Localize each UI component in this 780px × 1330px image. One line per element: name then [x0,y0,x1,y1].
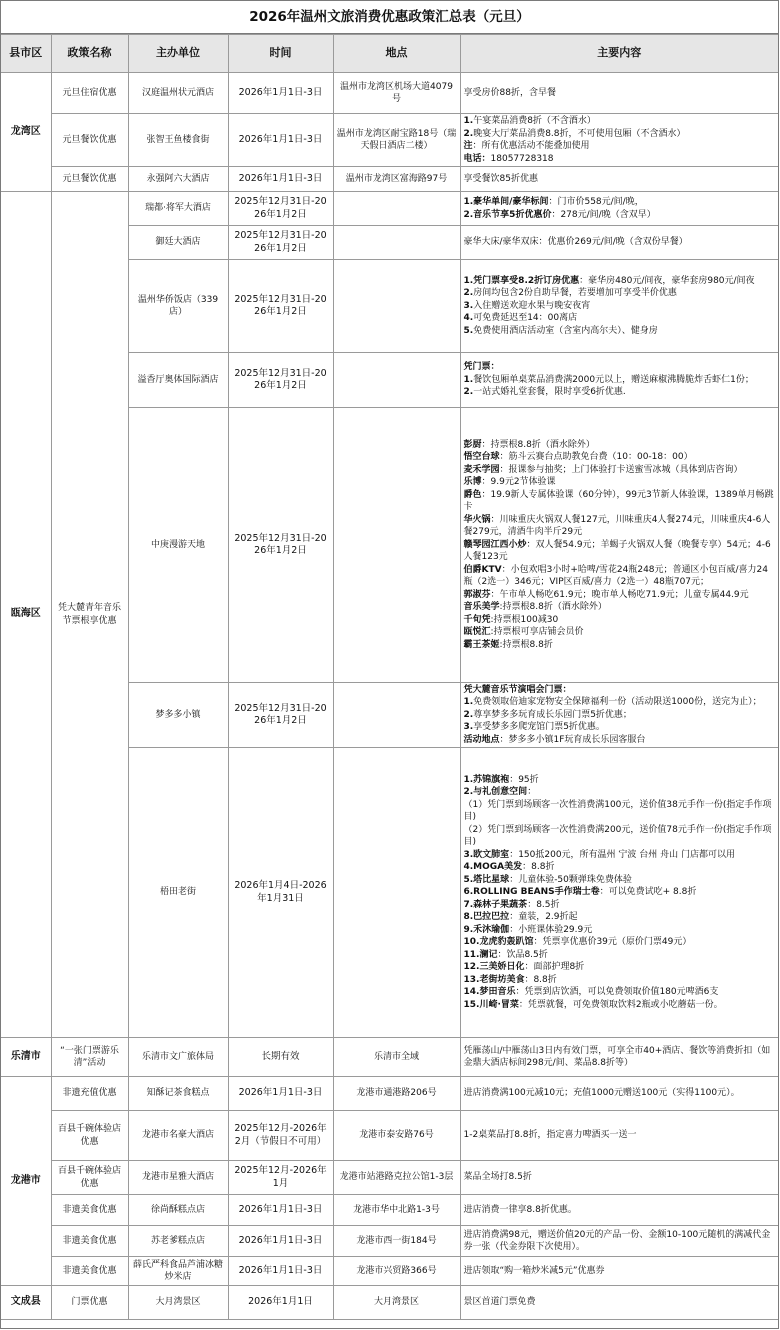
content-line-text: :持票根8.8折（酒水除外） [499,602,607,613]
content-cell [460,167,778,192]
content-line-text: 享受餐饮85折优惠 [463,173,538,184]
content-line-text: ：川味重庆火锅双人餐127元，川味重庆4人餐274元，川味重庆4-6人餐279元，清酒牛肉半斤29元 [463,514,771,538]
table-row [1,1195,778,1226]
content-line-label: 千旬凭 [463,614,491,625]
content-line [464,601,776,614]
policy-name-cell: “一张门票游乐清”活动 [51,1038,128,1077]
time-cell: 2026年1月1日-3日 [228,1195,333,1226]
content-line-text: ：午市单人畅吃61.9元；晚市单人畅吃71.9元；儿童专属44.9元 [490,589,749,600]
time-cell: 2026年1月1日-3日 [228,1226,333,1257]
policy-name-cell: 非遗充值优惠 [51,1077,128,1111]
content-line-label: 1. [463,374,474,385]
content-line [464,196,776,209]
content-line [464,464,776,477]
content-line-text: ：饮品8.5折 [497,949,548,960]
content-line-text: ：小包欢唱3小时+哈啤/雪花24瓶248元；普通区小包百威/喜力24瓶（2选一）346元；VIP区百威/喜力（2选一）48瓶707元； [463,564,769,588]
content-line-label: 12.三美娇日化 [463,962,525,973]
policy-name-cell: 百县千碗体验店优惠 [51,1111,128,1161]
content-line [464,721,776,734]
content-line-text: ：8.8折 [524,974,557,985]
content-line [464,999,776,1012]
content-line-text: ：凭票到店饮酒，可以免费领取价值180元啤酒6支 [515,987,719,998]
table-row [1,1161,778,1195]
time-cell: 2025年12月31日-2026年1月2日 [228,353,333,408]
content-line-text: ：150抵200元，所有温州 宁波 台州 舟山 门店都可以用 [509,849,735,860]
content-line-label: 10.龙虎豹轰趴馆 [463,937,534,948]
content-line-text: ：9.9元2节体验课 [481,477,556,488]
content-line [464,626,776,639]
content-line-label: 霸王茶姬 [463,639,500,650]
content-line [464,986,776,999]
content-cell [460,1161,778,1195]
time-cell: 2025年12月31日-2026年1月2日 [228,192,333,226]
content-line [464,87,776,100]
time-cell: 2026年1月1日 [228,1286,333,1320]
district-cell: 龙港市 [1,1077,51,1286]
page-title: 2026年温州文旅消费优惠政策汇总表（元旦） [1,1,778,34]
content-line [464,564,776,589]
content-line-label: 2. [463,709,474,720]
column-header: 主办单位 [128,35,228,73]
content-line [464,1204,776,1217]
content-line-text: 免费领取倍迪家宠物安全保障福利一份（活动限送1000份，送完为止）； [473,697,762,708]
content-line-label: 1. [463,116,474,126]
content-line-text: ：所有优惠活动不能叠加使用 [472,141,590,151]
content-line-label: 音乐美学 [463,602,500,613]
content-line-label: 2.音乐节享5折优惠价 [463,209,552,220]
district-cell: 文成县 [1,1286,51,1320]
content-line-label: 2. [463,288,474,299]
location-cell: 龙港市西一街184号 [333,1226,460,1257]
content-line-label: 注 [463,141,473,151]
content-cell [460,73,778,114]
content-line-text: ：8.8折 [522,862,555,873]
table-row [1,1257,778,1286]
content-cell [460,353,778,408]
content-line-label: 15.川崎·冒菜 [463,999,519,1010]
content-line [464,300,776,313]
content-line-text: ：小班课体验29.9元 [509,924,593,935]
organizer-cell: 徐尚酥糕点店 [128,1195,228,1226]
organizer-cell: 乐清市文广旅体局 [128,1038,228,1077]
content-cell [460,1038,778,1077]
content-line-label: 5. [463,325,474,336]
content-cell [460,1257,778,1286]
header-row [1,35,778,73]
content-line-text: （2）凭门票到场顾客一次性消费满200元，送价值78元手作一份(指定手作项目) [463,824,772,848]
content-line-text: （1）凭门票到场顾客一次性消费满100元，送价值38元手作一份(指定手作项目) [463,799,772,823]
content-line [464,1265,776,1278]
content-line-text: 菜品全场打8.5折 [463,1172,532,1183]
location-cell [333,260,460,353]
content-line-label: 活动地点 [463,734,500,745]
table-row [1,114,778,167]
organizer-cell: 永强阿六大酒店 [128,167,228,192]
content-cell [460,748,778,1038]
content-line [464,1087,776,1100]
content-line [464,924,776,937]
organizer-cell: 中庚漫游天地 [128,408,228,683]
organizer-cell: 梦多多小镇 [128,683,228,748]
content-line [464,325,776,338]
content-line [464,936,776,949]
content-line [464,589,776,602]
content-line-text: ：278元/间/晚（含双早） [551,209,656,220]
content-line-text: 晚宴大厅菜品消费8.8折，不可使用包厢（不含酒水） [473,128,686,139]
content-line-label: 1.豪华单间/豪华标间 [463,197,549,207]
organizer-cell: 龙港市名豪大酒店 [128,1111,228,1161]
content-line [464,774,776,787]
location-cell: 温州市龙湾区富海路97号 [333,167,460,192]
organizer-cell: 御廷大酒店 [128,226,228,260]
content-cell [460,260,778,353]
content-line-label: 3. [463,300,474,311]
content-line-label: 麦禾学园 [463,464,500,475]
content-line [464,128,776,141]
location-cell: 龙港市华中北路1-3号 [333,1195,460,1226]
table-row [1,1077,778,1111]
content-line [464,899,776,912]
content-line-label: 7.森林子果蔬茶 [463,899,528,910]
content-line [464,849,776,862]
content-cell [460,1111,778,1161]
content-line-label: 13.老街坊美食 [463,974,525,985]
policy-name-cell: 凭大麓青年音乐节票根享优惠 [51,192,128,1038]
content-line-label: 凭门票： [463,362,500,373]
content-line [464,451,776,464]
content-line-label: 14.梦田音乐 [463,987,516,998]
content-line-label: 电话： [463,153,491,164]
content-line-text: ：19.9新人专属体验课（60分钟），99元3节新人体验课，1389单月畅跳卡 [463,489,774,513]
content-line-label: 8.巴拉巴拉 [463,912,510,923]
content-line [464,439,776,452]
content-line [464,824,776,849]
policy-name-cell: 元旦餐饮优惠 [51,167,128,192]
content-line-text: 享受房价88折，含早餐 [463,87,556,98]
content-line-label: 彭厨 [463,439,482,450]
column-header: 时间 [228,35,333,73]
time-cell: 2025年12月31日-2026年1月2日 [228,260,333,353]
column-header: 县市区 [1,35,51,73]
content-line-label: 2. [463,128,474,139]
policy-name-cell: 门票优惠 [51,1286,128,1320]
table-row [1,1038,778,1077]
time-cell: 2026年1月1日-3日 [228,167,333,192]
district-cell: 龙湾区 [1,73,51,192]
content-cell [460,408,778,683]
location-cell [333,226,460,260]
content-line [464,153,776,166]
organizer-cell: 梧田老街 [128,748,228,1038]
content-line [464,734,776,747]
time-cell: 2026年1月1日-3日 [228,1257,333,1286]
location-cell: 温州市龙湾区耐宝路18号（瑞天假日酒店二楼） [333,114,460,167]
content-line-text: 入住赠送欢迎水果与晚安夜宵 [473,300,591,311]
content-line [464,1171,776,1184]
content-line-label: 郭淑芬 [463,589,491,600]
content-line-text: 18057728318 [490,153,554,164]
content-cell [460,1077,778,1111]
content-line-label: 伯爵KTV [463,564,502,575]
content-line-text: 餐饮包厢单桌菜品消费满2000元以上，赠送麻椒沸腾脆炸舌虾仁1份； [473,374,754,385]
content-line [464,140,776,153]
content-line [464,786,776,799]
content-line [464,696,776,709]
content-line-text: 尊享梦多多玩育成长乐园门票5折优惠； [473,709,632,720]
content-line [464,639,776,652]
organizer-cell: 溢香厅奥体国际酒店 [128,353,228,408]
policy-name-cell: 百县千碗体验店优惠 [51,1161,128,1195]
content-line-text: 免费使用酒店活动室（含室内高尔夫）、健身房 [473,325,658,336]
time-cell: 2026年1月4日-2026年1月31日 [228,748,333,1038]
content-line-label: 赣琴园江西小炒 [463,539,527,550]
content-line-text: ：面部护理8折 [524,962,585,973]
content-line-text: 可免费延迟至14：00离店 [473,313,578,324]
time-cell: 2025年12月31日-2026年1月2日 [228,226,333,260]
content-line-text: ： [527,787,537,798]
time-cell: 2026年1月1日-3日 [228,1077,333,1111]
content-line [464,911,776,924]
content-line [464,974,776,987]
content-cell [460,1226,778,1257]
content-line-label: 6.ROLLING BEANS手作瑞士卷 [463,887,600,898]
content-line-label: 3. [463,722,474,733]
content-line-text: ：筋斗云赛台点助教免台费（10：00-18：00） [499,452,693,463]
content-line-label: 4.MOGA美发 [463,862,523,873]
table-row [1,1111,778,1161]
content-line [464,514,776,539]
location-cell: 龙港市兴贸路366号 [333,1257,460,1286]
content-line [464,361,776,374]
policy-name-cell: 非遗美食优惠 [51,1195,128,1226]
table-row [1,167,778,192]
content-line-text: ：95折 [509,774,539,785]
column-header: 政策名称 [51,35,128,73]
content-line-label: 11.澜记 [463,949,498,960]
content-line-text: 豪华大床/豪华双床：优惠价269元/间/晚（含双份早餐） [463,237,688,248]
content-line-label: 1. [463,697,474,708]
content-line-text: 进店消费一律享8.8折优惠。 [463,1204,577,1215]
location-cell: 大月湾景区 [333,1286,460,1320]
time-cell: 长期有效 [228,1038,333,1077]
organizer-cell: 龙港市星雅大酒店 [128,1161,228,1195]
content-line [464,312,776,325]
location-cell: 龙港市站港路克拉公馆1-3层 [333,1161,460,1195]
location-cell [333,408,460,683]
time-cell: 2025年12月31日-2026年1月2日 [228,408,333,683]
content-line [464,115,776,128]
content-line-text: ：门市价558元/间/晚， [548,197,644,207]
content-line-text: :持票根可享店铺会员价 [490,627,584,638]
content-line-label: 爵色 [463,489,482,500]
content-cell [460,1286,778,1320]
content-line [464,275,776,288]
time-cell: 2026年1月1日-3日 [228,73,333,114]
time-cell: 2025年12月-2026年1月 [228,1161,333,1195]
content-line [464,874,776,887]
content-line [464,236,776,249]
content-line-label: 1.凭门票享受8.2折订房优惠 [463,275,580,286]
location-cell [333,192,460,226]
organizer-cell: 张智王鱼楼食街 [128,114,228,167]
content-line-text: 进店消费满100元减10元；充值1000元赠送100元（实得1100元）。 [463,1088,740,1099]
policy-table [1,34,778,1320]
content-line [464,539,776,564]
table-row [1,1286,778,1320]
content-line-label: 9.禾沐瑜伽 [463,924,510,935]
content-line [464,949,776,962]
column-header: 地点 [333,35,460,73]
content-line [464,861,776,874]
content-cell [460,192,778,226]
content-line [464,1229,776,1254]
content-line-label: 4. [463,313,474,324]
content-line-label: 2. [463,387,474,398]
table-row [1,73,778,114]
content-line-label: 凭大麓音乐节演唱会门票： [463,684,572,695]
content-cell [460,1195,778,1226]
content-cell [460,226,778,260]
content-line-text: ：双人餐54.9元；羊蝎子火锅双人餐（晚餐专享）54元；4-6人餐123元 [463,539,771,563]
content-cell [460,114,778,167]
content-line [464,374,776,387]
content-line [464,287,776,300]
content-line [464,709,776,722]
organizer-cell: 温州华侨饭店（339店） [128,260,228,353]
location-cell: 龙港市通港路206号 [333,1077,460,1111]
content-line [464,489,776,514]
content-line-text: ：儿童体验-50颗弹珠免费体验 [509,874,632,885]
time-cell: 2025年12月-2026年2月（节假日不可用） [228,1111,333,1161]
content-line-text: 1-2桌菜品打8.8折，指定喜力啤酒买一送一 [463,1130,637,1141]
content-line-label: 2.与礼创意空间 [463,787,528,798]
content-line-text: 享受梦多多爬宠馆门票5折优惠。 [473,722,605,733]
content-line [464,886,776,899]
content-line [464,476,776,489]
content-line [464,209,776,222]
content-line-text: 房间均包含2份自助早餐，若要增加可享受半价优惠 [473,288,677,299]
content-line-text: ：凭票就餐，可免费领取饮料2瓶或小吃蘑菇一份。 [518,999,723,1010]
content-line [464,961,776,974]
content-line-text: ：持票根8.8折（酒水除外） [481,439,595,450]
content-line-label: 瓯悦汇 [463,627,491,638]
location-cell: 温州市龙湾区机场大道4079号 [333,73,460,114]
district-cell: 乐清市 [1,1038,51,1077]
content-line-label: 华火锅 [463,514,491,525]
district-cell: 瓯海区 [1,192,51,1038]
table-row [1,192,778,226]
content-line-text: :持票根100减30 [490,614,559,625]
organizer-cell: 苏老爹糕点店 [128,1226,228,1257]
content-line-text: 进店领取“购一箱炒米减5元”优惠券 [463,1265,605,1276]
content-line-text: ：梦多多小镇1F玩育成长乐园客服台 [499,734,646,745]
location-cell [333,353,460,408]
content-line [464,1296,776,1309]
content-line [464,386,776,399]
policy-name-cell: 非遗美食优惠 [51,1257,128,1286]
content-line-text: 进店消费满98元，赠送价值20元的产品一份、金额10-100元随机的满减代金券一张（代金券限下次使用）。 [463,1229,771,1252]
time-cell: 2025年12月31日-2026年1月2日 [228,683,333,748]
content-line-text: 凭雁荡山/中雁荡山3日内有效门票，可享全市40+酒店、餐饮等消费折扣（如金鼎大酒店标间298元/间、菜品8.8折等） [463,1045,771,1068]
organizer-cell: 汉庭温州状元酒店 [128,73,228,114]
content-line-label: 3.欧文肺室 [463,849,510,860]
content-line-label: 乐博 [463,477,482,488]
content-line-text: ：豪华房480元/间夜，豪华套房980元/间夜 [579,275,755,286]
time-cell: 2026年1月1日-3日 [228,114,333,167]
content-line-text: 景区首道门票免费 [463,1297,536,1308]
content-line [464,1129,776,1142]
content-line [464,684,776,697]
content-line-text: 午宴菜品消费8折（不含酒水） [473,116,596,126]
content-line [464,799,776,824]
content-line-text: ：凭票享优惠价39元（原价门票49元） [533,937,692,948]
policy-name-cell: 非遗美食优惠 [51,1226,128,1257]
content-line-text: ：可以免费试吃+ 8.8折 [599,887,697,898]
organizer-cell: 知酥记茶食糕点 [128,1077,228,1111]
organizer-cell: 瑞都·将军大酒店 [128,192,228,226]
content-line-label: 1.苏锦旗袍 [463,774,510,785]
content-line-text: ：8.5折 [527,899,560,910]
content-cell [460,683,778,748]
content-line [464,614,776,627]
location-cell: 乐清市全域 [333,1038,460,1077]
content-line-text: ：童装，2.9折起 [509,912,578,923]
content-line-text: ：报课参与抽奖；上门体验打卡送蜜雪冰城（具体到店咨询） [499,464,743,475]
organizer-cell: 大月湾景区 [128,1286,228,1320]
content-line-label: 5.塔比星球 [463,874,510,885]
content-line-text: :持票根8.8折 [499,639,553,650]
location-cell [333,748,460,1038]
content-line [464,1045,776,1070]
column-header: 主要内容 [460,35,778,73]
content-line-text: 一站式婚礼堂套餐，限时享受6折优惠. [473,387,626,398]
policy-name-cell: 元旦餐饮优惠 [51,114,128,167]
content-line-label: 悟空台球 [463,452,500,463]
content-line [464,173,776,186]
policy-name-cell: 元旦住宿优惠 [51,73,128,114]
organizer-cell: 薛氏严科食品芦浦冰糖炒米店 [128,1257,228,1286]
location-cell: 龙港市泰安路76号 [333,1111,460,1161]
table-row [1,1226,778,1257]
location-cell [333,683,460,748]
